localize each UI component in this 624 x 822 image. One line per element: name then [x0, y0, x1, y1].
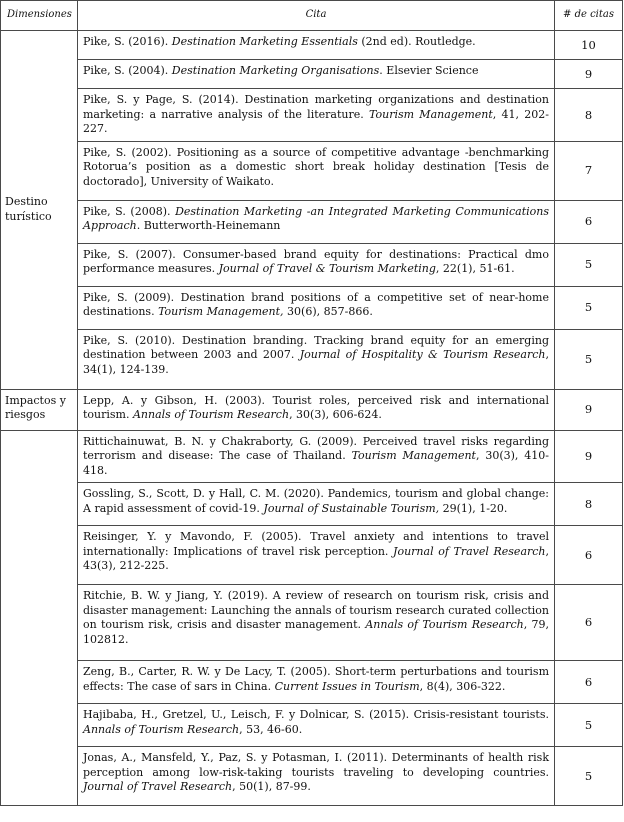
citation-text: Pike, S. (2004).	[83, 64, 172, 77]
citation-text: Lepp, A. y Gibson, H. (2003). Tourist roles, perceived risk and international tourism.	[83, 393, 549, 421]
citation-cell	[78, 704, 555, 747]
citation-cell	[78, 526, 555, 585]
citation-text: Pike, S. (2009). Destination brand positions of a competitive set of near-home destinations.	[83, 290, 549, 318]
table-row	[1, 31, 623, 60]
citation-details: , 30(3), 410-418.	[83, 449, 550, 477]
citation-cell	[78, 243, 555, 286]
table-row	[1, 89, 623, 142]
citation-source: Tourism Management,	[158, 305, 284, 318]
citation-text: Reisinger, Y. y Mavondo, F. (2005). Travel anxiety and intentions to travel internationally: Implications of travel risk perception.	[83, 530, 549, 558]
citation-text: Pike, S. (2007). Consumer-based brand equity for destinations: Practical dmo performance measures.	[83, 247, 549, 275]
citation-count: 5	[555, 286, 623, 329]
citation-count: 5	[555, 704, 623, 747]
citation-cell	[78, 483, 555, 526]
table-row	[1, 286, 623, 329]
table-row	[1, 526, 623, 585]
citation-source: Destination Marketing Essentials	[171, 35, 358, 48]
citation-source: Current Issues in Tourism	[274, 679, 420, 693]
header-num-citas: # de citas	[555, 1, 623, 31]
table-row	[1, 60, 623, 89]
citation-count: 8	[555, 483, 623, 526]
table-row	[1, 483, 623, 526]
citation-count: 5	[555, 329, 623, 389]
table-row	[1, 747, 623, 806]
citation-count: 6	[555, 526, 623, 585]
citation-source: Annals of Tourism Research	[83, 722, 240, 736]
citation-source: Tourism Management	[369, 107, 493, 121]
citation-text: Hajibaba, H., Gretzel, U., Leisch, F. y Dolnicar, S. (2015). Crisis-resistant tourists.	[83, 708, 549, 721]
citation-cell	[78, 200, 555, 243]
citation-details: , 43(3), 212-225.	[83, 544, 550, 572]
citation-text: Pike, S. (2016).	[83, 35, 172, 48]
group-label-impactos: Impactos y riesgos	[1, 389, 78, 430]
table-row	[1, 661, 623, 704]
citation-cell	[78, 89, 555, 142]
citation-cell	[78, 329, 555, 389]
header-row	[1, 1, 623, 31]
citation-cell	[78, 747, 555, 806]
table-row	[1, 200, 623, 243]
citation-details: 29(1), 1-20.	[439, 501, 508, 515]
citation-details: , 79, 102812.	[83, 618, 549, 646]
citation-count: 6	[555, 661, 623, 704]
citation-details: (2nd ed). Routledge.	[357, 35, 476, 48]
citation-details: , 8(4), 306-322.	[419, 679, 506, 693]
group-label-destino: Destino turístico	[1, 31, 78, 390]
citation-details: , 53, 46-60.	[239, 722, 303, 736]
citation-details: . Butterworth-Heinemann	[136, 219, 281, 232]
citation-details: , 34(1), 124-139.	[83, 348, 549, 376]
citation-cell	[78, 585, 555, 661]
citation-count: 6	[555, 585, 623, 661]
citation-source: Journal of Travel Research	[83, 780, 233, 793]
citation-cell	[78, 60, 555, 89]
citation-source: Journal of Travel & Tourism Marketing	[218, 262, 436, 275]
citation-count: 10	[555, 31, 623, 60]
table-row	[1, 704, 623, 747]
citation-details: . Elsevier Science	[379, 64, 479, 77]
table-row	[1, 430, 623, 483]
citation-source: Journal of Sustainable Tourism,	[263, 501, 440, 515]
header-dimensiones: Dimensiones	[1, 1, 78, 31]
citation-text: Zeng, B., Carter, R. W. y De Lacy, T. (2005). Short-term perturbations and tourism effects: The case of sars in China.	[83, 665, 549, 693]
table-row	[1, 389, 623, 430]
citation-source: Journal of Hospitality & Tourism Research	[299, 348, 546, 361]
citation-cell	[78, 430, 555, 483]
citation-source: Annals of Tourism Research	[132, 408, 290, 421]
group-continuation-cell	[1, 430, 78, 806]
citation-cell	[78, 286, 555, 329]
citation-count: 9	[555, 430, 623, 483]
header-cita: Cita	[78, 1, 555, 31]
citation-cell	[78, 31, 555, 60]
citation-cell	[78, 389, 555, 430]
table-row	[1, 243, 623, 286]
citation-text: Rittichainuwat, B. N. y Chakraborty, G. (2009). Perceived travel risks regarding terrorism and disease: The case of Thailand.	[83, 434, 549, 462]
citation-count: 6	[555, 200, 623, 243]
citation-text: Jonas, A., Mansfeld, Y., Paz, S. y Potasman, I. (2011). Determinants of health risk perception among low-risk-taking tourists traveling to developing countries.	[83, 751, 549, 779]
citation-source: Annals of Tourism Research	[365, 618, 524, 631]
citation-details: 30(6), 857-866.	[283, 305, 373, 318]
citation-count: 7	[555, 141, 623, 200]
table-row	[1, 141, 623, 200]
citation-count: 8	[555, 89, 623, 142]
citation-count: 5	[555, 747, 623, 806]
citation-text: Pike, S. (2008).	[83, 204, 176, 218]
citation-source: Destination Marketing Organisations	[171, 64, 380, 77]
citation-text: Pike, S. (2010). Destination branding. Tracking brand equity for an emerging destination between 2003 and 2007.	[83, 333, 549, 361]
citation-text: Pike, S. y Page, S. (2014). Destination marketing organizations and destination marketing: a narrative analysis of the literature.	[83, 93, 549, 121]
citation-details: , 50(1), 87-99.	[232, 780, 311, 793]
citation-text: Ritchie, B. W. y Jiang, Y. (2019). A review of research on tourism risk, crisis and disaster management: Launching the annals of tourism research curated collection on tourism risk, crisis and disaster management.	[83, 589, 549, 631]
citation-text: Pike, S. (2002). Positioning as a source of competitive advantage -benchmarking Rotorua’s position as a domestic short break holiday destination [Tesis de doctorado], University of Waikato.	[83, 145, 549, 188]
citation-details: , 41, 202-227.	[83, 107, 550, 135]
citation-text: Gossling, S., Scott, D. y Hall, C. M. (2020). Pandemics, tourism and global change: A rapid assessment of covid-19.	[83, 487, 549, 515]
citation-cell	[78, 661, 555, 704]
citation-count: 9	[555, 60, 623, 89]
citation-cell	[78, 141, 555, 200]
citation-count: 9	[555, 389, 623, 430]
citation-details: , 22(1), 51-61.	[435, 262, 515, 275]
citation-source: Destination Marketing -an Integrated Marketing Communications Approach	[83, 204, 550, 232]
table-row	[1, 329, 623, 389]
citation-source: Journal of Travel Research	[393, 544, 546, 558]
citation-details: , 30(3), 606-624.	[289, 408, 382, 421]
citation-source: Tourism Management	[351, 449, 476, 462]
table-row	[1, 585, 623, 661]
citation-count: 5	[555, 243, 623, 286]
